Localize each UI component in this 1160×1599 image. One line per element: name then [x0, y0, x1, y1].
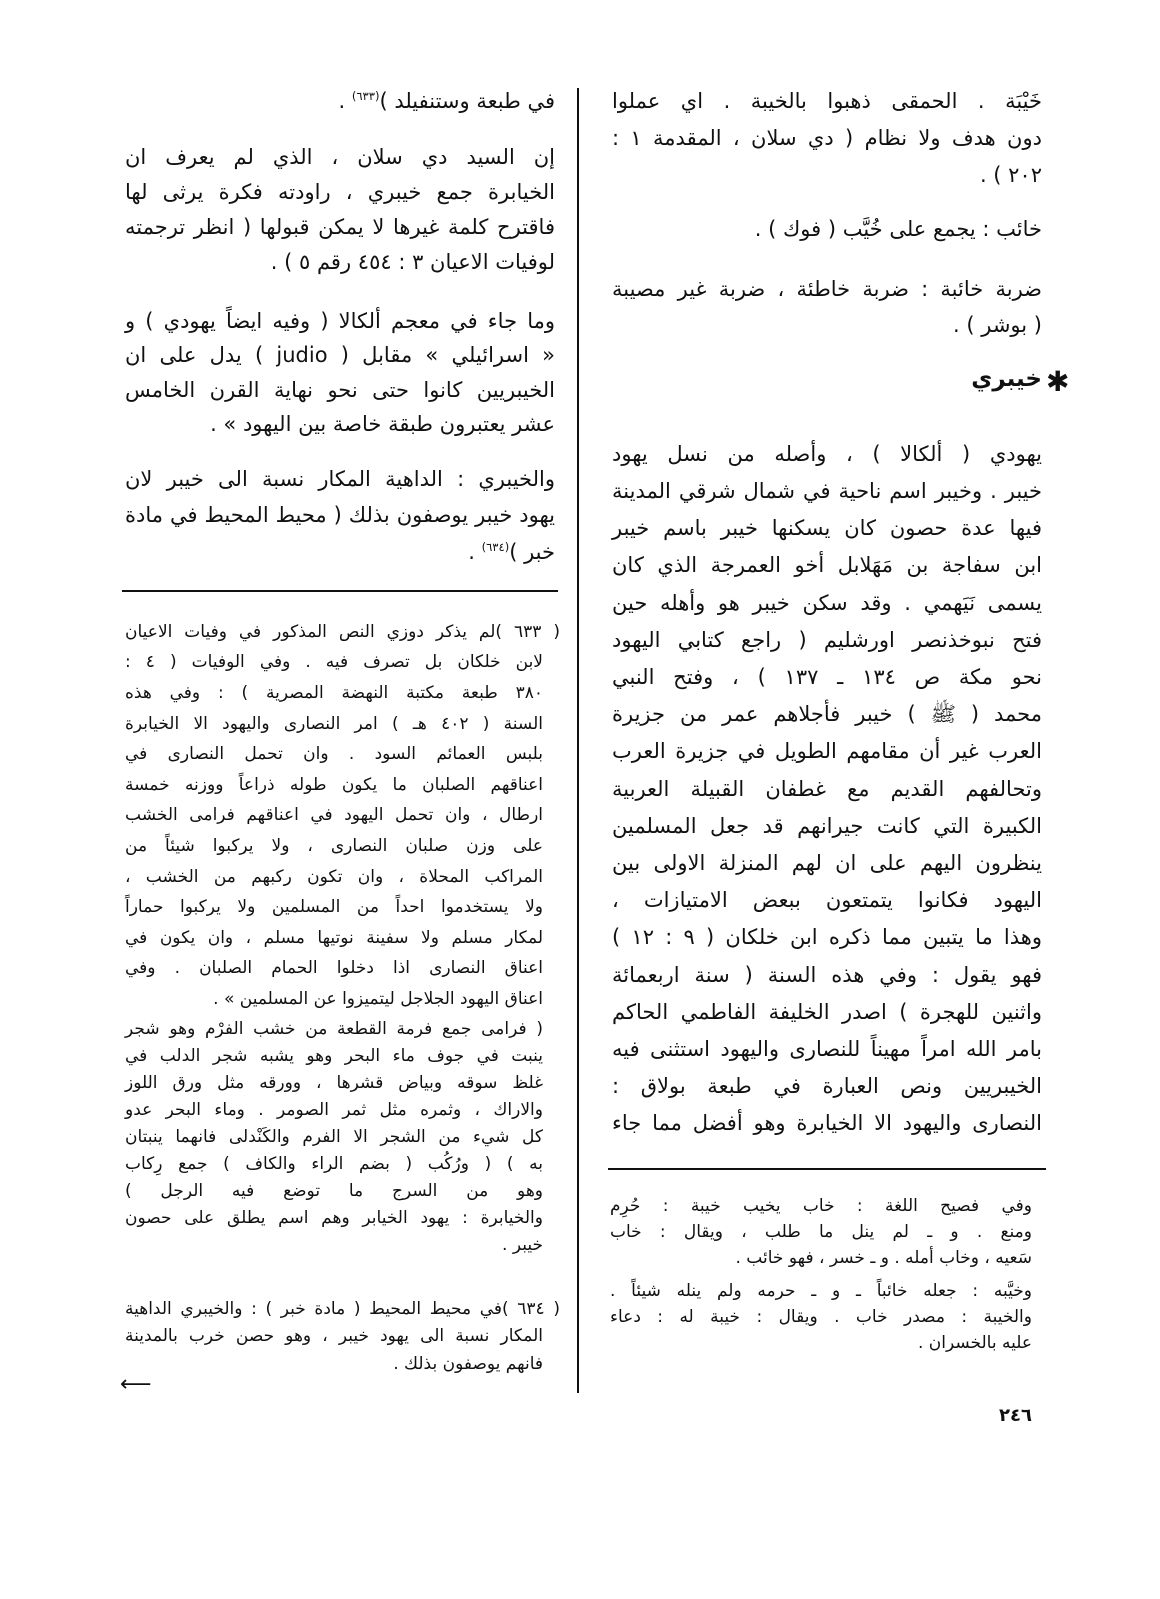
text-line	[125, 410, 555, 439]
footnote-reference: (٦٣٣)	[351, 88, 380, 103]
text-line	[125, 376, 555, 405]
line-content: اليهود فكانوا يتمتعون ببعض الامتيازات ،	[612, 888, 1042, 913]
line-content: ولا يستخدموا احداً من المسلمين ولا يركبوا حماراً	[125, 897, 543, 918]
line-content: يسمى نَيَهمي . وقد سكن خيبر هو وأهله حين	[612, 590, 1042, 615]
text-line	[612, 275, 1042, 304]
text-line	[612, 124, 1042, 153]
text-line	[612, 311, 1042, 340]
text-line	[125, 957, 543, 981]
text-line	[125, 87, 555, 116]
line-content: السنة ( ٤٠٢ هـ ) امر النصارى واليهود الا الخيابرة	[125, 713, 543, 734]
line-content: « اسرائيلي » مقابل ( judio ) يدل على ان	[125, 343, 555, 368]
line-content: خائب : يجمع على خُيَّب ( فوك ) .	[754, 216, 1042, 241]
text-line	[612, 589, 1042, 618]
text-line	[125, 927, 543, 951]
column-divider	[577, 88, 579, 1393]
line-content: ابن سفاجة بن مَهَلابل أخو العمرجة الذي كان	[612, 553, 1042, 578]
line-content: غلظ سوقه وبياض قشرها ، وورقه مثل ورق اللوز	[125, 1072, 543, 1093]
line-text: .	[338, 88, 352, 113]
line-content: بلبس العمائم السود . وان تحمل النصارى في	[125, 744, 543, 765]
text-line	[125, 538, 555, 567]
text-line	[125, 307, 555, 336]
text-line	[612, 551, 1042, 580]
line-text: .	[468, 539, 482, 564]
line-content: ( بوشر ) .	[953, 312, 1042, 337]
line-content: ٣٨٠ طبعة مكتبة النهضة المصرية ) : وفي هذه	[125, 682, 543, 703]
line-content: محمد ( ﷺ ) خيبر فأجلاهم عمر من جزيرة	[612, 702, 1042, 727]
text-line	[612, 514, 1042, 543]
text-line	[612, 1072, 1042, 1101]
text-line	[125, 743, 543, 767]
text-line	[125, 1126, 543, 1150]
text-line	[612, 87, 1042, 116]
text-line	[125, 248, 555, 277]
line-content: والخيبة : مصدر خاب . ويقال : خيبة له : دعاء	[610, 1306, 1032, 1327]
text-line	[125, 501, 555, 530]
text-line	[125, 682, 543, 706]
text-line	[125, 1325, 543, 1349]
entry-asterisk-icon: ✱	[1046, 365, 1070, 398]
line-content: لوفيات الاعيان ٣ : ٤٥٤ رقم ٥ ) .	[270, 249, 555, 274]
page-number: ٢٤٦	[999, 1405, 1032, 1426]
line-content: يهودي ( ألكالا ) ، وأصله من نسل يهود	[612, 441, 1042, 466]
line-content: اعناقهم الصلبان ما يكون طوله ذراعاً ووزنه خمسة	[125, 774, 543, 795]
text-line	[125, 1099, 543, 1123]
text-line	[125, 621, 560, 645]
line-content: وفي فصيح اللغة : خاب يخيب خيبة : حُرِم	[610, 1195, 1032, 1216]
text-line	[125, 988, 543, 1012]
text-line	[125, 651, 543, 675]
line-content: فاقترح كلمة غيرها لا يمكن قبولها ( انظر ترجمته	[125, 214, 555, 239]
line-content: ارطال ، وان تحمل اليهود في اعناقهم فرامى الخشب	[125, 805, 543, 826]
text-line	[125, 1353, 543, 1377]
text-line	[610, 1280, 1032, 1304]
text-line	[125, 896, 543, 920]
line-content: وتحالفهم القديم مع غطفان القبيلة العربية	[612, 776, 1042, 801]
text-line	[612, 923, 1042, 952]
text-line	[612, 961, 1042, 990]
line-content: الخيبريين كانوا حتى نحو نهاية القرن الخامس	[125, 377, 555, 402]
line-content: والاراك ، وثمره مثل ثمر الصومر . وماء البحر عدو	[125, 1099, 543, 1120]
line-content: وما جاء في معجم ألكالا ( وفيه ايضاً يهودي ) و	[125, 308, 555, 333]
line-text: خبر )	[509, 539, 555, 564]
line-content: بامر الله امراً مهيناً للنصارى واليهود استثنى فيه	[612, 1037, 1042, 1062]
text-line	[612, 626, 1042, 655]
line-content: على وزن صلبان النصارى ، ولا يركبوا شيئاً من	[125, 835, 543, 856]
text-line	[125, 178, 555, 207]
text-line	[125, 1153, 543, 1177]
line-content: به ) ( ورُكُب ( بضم الراء والكاف ) جمع رِكاب	[125, 1153, 543, 1174]
entry-headword: خيبري	[971, 366, 1042, 392]
line-content: واثنين للهجرة ) اصدر الخليفة الفاطمي الحاكم	[612, 999, 1042, 1024]
line-content: نحو مكة ص ١٣٤ ـ ١٣٧ ) ، وفتح النبي	[612, 665, 1042, 690]
line-content: ( فرامى جمع فرمة القطعة من خشب الفرْم وهو شجر	[125, 1018, 543, 1039]
line-content	[338, 89, 555, 113]
text-line	[125, 1207, 543, 1231]
text-line	[125, 1234, 543, 1258]
line-content: ( ٦٣٣ )لم يذكر دوزي النص المذكور في وفيات الاعيان	[125, 621, 560, 642]
text-line	[125, 143, 555, 172]
line-content: النصارى واليهود الا الخيابرة وهو أفضل مما جاء	[612, 1111, 1042, 1136]
text-line	[125, 1298, 560, 1322]
text-line	[612, 161, 1042, 190]
line-content: وهذا ما يتبين مما ذكره ابن خلكان ( ٩ : ١٢ )	[612, 925, 1042, 950]
text-line	[125, 804, 543, 828]
line-content: فهو يقول : وفي هذه السنة ( سنة اربعمائة	[612, 962, 1042, 987]
text-line	[610, 1195, 1032, 1219]
line-content	[468, 540, 555, 564]
left-footnote-separator	[122, 590, 558, 592]
line-content: الخيبريين ونص العبارة في طبعة بولاق :	[612, 1074, 1042, 1099]
text-line	[125, 866, 543, 890]
line-content: الخيابرة جمع خيبري ، راودته فكرة يرثى لها	[125, 179, 555, 204]
text-line	[612, 775, 1042, 804]
line-content: فانهم يوصفون بذلك .	[393, 1353, 543, 1374]
line-content: الكبيرة التي كانت جيرانهم قد جعل المسلمين	[612, 813, 1042, 838]
line-content: إن السيد دي سلان ، الذي لم يعرف ان	[125, 144, 555, 169]
line-content: يهود خيبر يوصفون بذلك ( محيط المحيط في مادة	[125, 503, 555, 528]
line-content: ٢٠٢ ) .	[979, 162, 1042, 187]
line-content: المراكب المحلاة ، وان تكون ركبهم من الخشب ،	[125, 866, 543, 887]
line-content: خيبر .	[502, 1234, 543, 1255]
text-line	[125, 213, 555, 242]
text-line	[610, 1306, 1032, 1330]
line-content: المكار نسبة الى يهود خيبر ، وهو حصن خرب بالمدينة	[125, 1326, 543, 1347]
line-content: خَيْبَة . الحمقى ذهبوا بالخيبة . اي عملوا	[612, 88, 1042, 113]
text-line	[612, 1109, 1042, 1138]
line-content: سَعيه ، وخاب أمله . و ـ خسر ، فهو خائب .	[735, 1247, 1032, 1268]
line-content: ينبت في جوف ماء البحر وهو يشبه شجر الدلب في	[125, 1045, 543, 1066]
line-content: كل شيء من الشجر الا الفرم والكَنْدلى فانهما ينبتان	[125, 1126, 543, 1147]
line-content: العرب غير أن مقامهم الطويل في جزيرة العرب	[612, 739, 1042, 764]
text-line	[612, 998, 1042, 1027]
text-line	[612, 477, 1042, 506]
text-line	[125, 774, 543, 798]
line-content: فتح نبوخذنصر اورشليم ( راجع كتابي اليهود	[612, 627, 1042, 652]
text-line	[610, 1221, 1032, 1245]
line-content: لابن خلكان بل تصرف فيه . وفي الوفيات ( ٤ :	[125, 652, 543, 673]
line-content: فيها عدة حصون كان يسكنها خيبر باسم خيبر	[612, 516, 1042, 541]
text-line	[612, 849, 1042, 878]
line-content: دون هدف ولا نظام ( دي سلان ، المقدمة ١ :	[612, 125, 1042, 150]
line-content: ( ٦٣٤ )في محيط المحيط ( مادة خبر ) : والخيبري الداهية	[125, 1298, 560, 1319]
line-content: وخيَّبه : جعله خائباً ـ و ـ حرمه ولم ينله شيئاً .	[610, 1280, 1032, 1301]
text-line	[612, 812, 1042, 841]
line-content: اعناق اليهود الجلاجل ليتميزوا عن المسلمين » .	[213, 988, 543, 1009]
text-line	[610, 1247, 1032, 1271]
line-content: خيبر . وخيبر اسم ناحية في شمال شرقي المدينة	[612, 479, 1042, 504]
footnote-reference: (٦٣٤)	[481, 539, 510, 554]
text-line	[125, 835, 543, 859]
text-line	[125, 1072, 543, 1096]
text-line	[612, 440, 1042, 469]
text-line	[125, 1045, 543, 1069]
line-content: عشر يعتبرون طبقة خاصة بين اليهود » .	[210, 412, 555, 437]
line-content: والخيابرة : يهود الخيابر وهم اسم يطلق على حصون	[125, 1207, 543, 1228]
line-content: عليه بالخسران .	[917, 1332, 1032, 1353]
text-line	[612, 737, 1042, 766]
text-line	[612, 886, 1042, 915]
text-line	[125, 465, 555, 494]
right-footnote-separator	[608, 1168, 1046, 1170]
line-content: ومنع . و ـ لم ينل ما طلب ، ويقال : خاب	[610, 1221, 1032, 1242]
text-line	[612, 700, 1042, 729]
text-line	[612, 1035, 1042, 1064]
text-line	[125, 1180, 543, 1204]
line-content: اعناق النصارى اذا دخلوا الحمام الصلبان . وفي	[125, 958, 543, 979]
text-line	[612, 663, 1042, 692]
text-line	[610, 1332, 1032, 1356]
line-text: في طبعة وستنفيلد )	[379, 88, 555, 113]
line-content: وهو من السرج ما توضع فيه الرجل )	[125, 1180, 543, 1201]
line-content: ضربة خائبة : ضربة خاطئة ، ضربة غير مصيبة	[612, 276, 1042, 301]
continued-arrow-icon: ⟵	[120, 1372, 152, 1397]
line-content: ينظرون اليهم على ان لهم المنزلة الاولى بين	[612, 851, 1042, 876]
text-line	[125, 1018, 543, 1042]
text-line	[612, 215, 1042, 244]
line-content: لمكار مسلم ولا سفينة نوتيها مسلم ، وان يكون في	[125, 927, 543, 948]
line-content: والخيبري : الداهية المكار نسبة الى خيبر لان	[125, 466, 555, 491]
text-line	[125, 341, 555, 370]
text-line	[125, 713, 543, 737]
